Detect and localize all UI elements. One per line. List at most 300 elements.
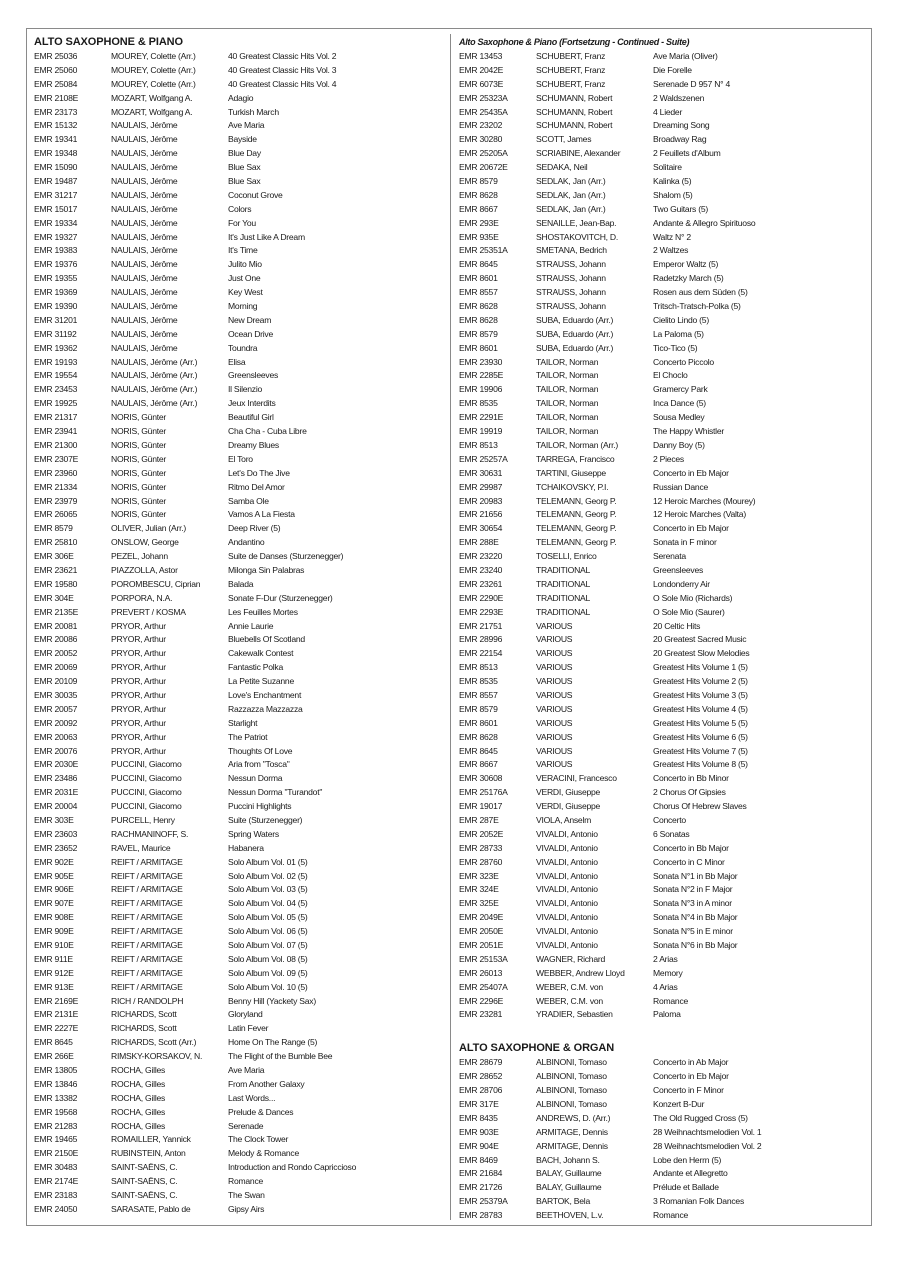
catalog-entry: [459, 772, 867, 786]
composer: YRADIER, Sebastien: [536, 1009, 613, 1020]
composer: PRYOR, Arthur: [111, 648, 166, 659]
title: The Swan: [228, 1190, 265, 1201]
catalog-entry: [34, 633, 444, 647]
catalog-entry: [34, 1064, 444, 1078]
composer: ROMAILLER, Yannick: [111, 1134, 191, 1145]
catalog-entry: [459, 550, 867, 564]
catalog-number: EMR 8645: [34, 1037, 73, 1048]
title: Solo Album Vol. 07 (5): [228, 940, 308, 950]
catalog-entry: [459, 953, 867, 967]
title: Bayside: [228, 134, 257, 145]
catalog-number: EMR 25351A: [459, 245, 508, 256]
catalog-entry: [459, 758, 867, 772]
catalog-entry: [459, 1112, 867, 1126]
title: Andante et Allegretto: [653, 1168, 728, 1179]
catalog-number: EMR 21334: [34, 481, 78, 492]
catalog-number: EMR 20081: [34, 620, 78, 631]
catalog-entry: [459, 425, 867, 439]
catalog-number: EMR 911E: [34, 953, 73, 964]
catalog-number: EMR 2031E: [34, 787, 79, 798]
composer: RUBINSTEIN, Anton: [111, 1148, 186, 1159]
composer: RICHARDS, Scott: [111, 1023, 177, 1034]
composer: VARIOUS: [536, 703, 573, 714]
composer: VARIOUS: [536, 620, 573, 631]
composer: ALBINONI, Tomaso: [536, 1085, 607, 1096]
catalog-entry: [34, 106, 444, 120]
composer: PRYOR, Arthur: [111, 620, 166, 631]
title: O Sole Mio (Saurer): [653, 606, 725, 617]
catalog-number: EMR 30280: [459, 134, 503, 145]
catalog-entry: [459, 439, 867, 453]
title: Last Words...: [228, 1092, 276, 1103]
title: 12 Heroic Marches (Mourey): [653, 495, 756, 506]
catalog-number: EMR 19580: [34, 578, 78, 589]
title: Samba Ole: [228, 495, 269, 506]
catalog-entry: [459, 1154, 867, 1168]
catalog-number: EMR 15017: [34, 203, 78, 214]
catalog-number: EMR 2293E: [459, 606, 504, 617]
title: The Flight of the Bumble Bee: [228, 1051, 333, 1062]
catalog-entry: [459, 592, 867, 606]
catalog-entry: [459, 1195, 867, 1209]
catalog-entry: [34, 911, 444, 925]
catalog-number: EMR 13382: [34, 1092, 78, 1103]
catalog-number: EMR 23941: [34, 426, 78, 437]
title: 2 Waldszenen: [653, 92, 705, 103]
composer: SHOSTAKOVITCH, D.: [536, 231, 619, 242]
title: Greensleeves: [228, 370, 279, 381]
catalog-entry: [459, 786, 867, 800]
catalog-entry: [34, 481, 444, 495]
catalog-entry: [459, 647, 867, 661]
catalog-entry: [459, 467, 867, 481]
title: Key West: [228, 287, 263, 298]
title: Chorus Of Hebrew Slaves: [653, 801, 747, 812]
title: Thoughts Of Love: [228, 745, 293, 756]
composer: ALBINONI, Tomaso: [536, 1099, 607, 1110]
composer: ALBINONI, Tomaso: [536, 1057, 607, 1068]
title: Andante & Allegro Spirituoso: [653, 217, 756, 228]
title: Sonata N°2 in F Major: [653, 884, 733, 895]
catalog-number: EMR 8601: [459, 342, 498, 353]
composer: NORIS, Günter: [111, 439, 167, 450]
catalog-number: EMR 28996: [459, 634, 503, 645]
catalog-number: EMR 25435A: [459, 106, 508, 117]
title: Introduction and Rondo Capriccioso: [228, 1162, 357, 1173]
title: Colors: [228, 203, 252, 214]
catalog-entry: [34, 856, 444, 870]
catalog-entry: [34, 1022, 444, 1036]
catalog-number: EMR 8601: [459, 273, 498, 284]
catalog-number: EMR 303E: [34, 814, 74, 825]
catalog-number: EMR 19193: [34, 356, 78, 367]
catalog-number: EMR 19334: [34, 217, 78, 228]
composer: VARIOUS: [536, 689, 573, 700]
composer: BALAY, Guillaume: [536, 1182, 602, 1193]
catalog-number: EMR 23183: [34, 1190, 78, 1201]
catalog-entry: [459, 842, 867, 856]
catalog-number: EMR 23621: [34, 564, 78, 575]
composer: VERDI, Giuseppe: [536, 787, 601, 798]
title: Toundra: [228, 342, 258, 353]
catalog-number: EMR 25060: [34, 64, 78, 75]
composer: VIVALDI, Antonio: [536, 926, 598, 937]
catalog-entry: [459, 106, 867, 120]
composer: NAULAIS, Jérôme: [111, 231, 178, 242]
composer: REIFT / ARMITAGE: [111, 870, 183, 881]
composer: RIMSKY-KORSAKOV, N.: [111, 1051, 203, 1062]
composer: NORIS, Günter: [111, 412, 167, 423]
title: Solo Album Vol. 03 (5): [228, 884, 308, 895]
catalog-number: EMR 30654: [459, 523, 503, 534]
composer: SEDAKA, Neil: [536, 162, 588, 173]
title: 2 Arias: [653, 953, 678, 964]
catalog-entry: [459, 50, 867, 64]
catalog-number: EMR 23486: [34, 773, 78, 784]
title: Let's Do The Jive: [228, 467, 290, 478]
title: Shalom (5): [653, 189, 693, 200]
catalog-number: EMR 25153A: [459, 953, 508, 964]
catalog-entry: [34, 620, 444, 634]
title: Solo Album Vol. 06 (5): [228, 926, 308, 937]
composer: PUCCINI, Giacomo: [111, 773, 182, 784]
title: Dreaming Song: [653, 120, 710, 131]
catalog-entry: [459, 967, 867, 981]
title: Melody & Romance: [228, 1148, 299, 1159]
catalog-entry: [459, 578, 867, 592]
composer: TRADITIONAL: [536, 592, 591, 603]
catalog-number: EMR 28679: [459, 1057, 503, 1068]
title: Solo Album Vol. 01 (5): [228, 856, 308, 867]
title: Solitaire: [653, 162, 682, 173]
composer: NORIS, Günter: [111, 467, 167, 478]
title: Romance: [228, 1176, 264, 1187]
catalog-entry: [459, 1008, 867, 1022]
title: Sonata N°6 in Bb Major: [653, 940, 738, 950]
title: Deep River (5): [228, 523, 281, 534]
catalog-number: EMR 28783: [459, 1210, 503, 1221]
title: El Choclo: [653, 370, 688, 381]
catalog-entry: [34, 870, 444, 884]
composer: SEDLAK, Jan (Arr.): [536, 203, 606, 214]
composer: NAULAIS, Jérôme: [111, 176, 178, 187]
title: Dreamy Blues: [228, 439, 279, 450]
catalog-entry: [34, 717, 444, 731]
title: The Old Rugged Cross (5): [653, 1112, 748, 1123]
catalog-number: EMR 902E: [34, 856, 74, 867]
title: Tritsch-Tratsch-Polka (5): [653, 301, 741, 312]
title: Benny Hill (Yackety Sax): [228, 995, 316, 1006]
composer: VARIOUS: [536, 634, 573, 645]
catalog-number: EMR 30631: [459, 467, 503, 478]
catalog-number: EMR 2307E: [34, 453, 79, 464]
catalog-number: EMR 20063: [34, 731, 78, 742]
catalog-entry: [34, 1161, 444, 1175]
title: Nessun Dorma: [228, 773, 283, 784]
title: Serenade: [228, 1120, 264, 1131]
title: Sonata in F minor: [653, 537, 717, 548]
composer: SCHUBERT, Franz: [536, 64, 606, 75]
composer: SAINT-SAËNS, C.: [111, 1162, 178, 1173]
catalog-entry: [459, 745, 867, 759]
catalog-number: EMR 324E: [459, 884, 499, 895]
composer: REIFT / ARMITAGE: [111, 940, 183, 950]
title: Solo Album Vol. 02 (5): [228, 870, 308, 881]
catalog-number: EMR 29987: [459, 481, 503, 492]
catalog-number: EMR 909E: [34, 926, 74, 937]
catalog-number: EMR 19919: [459, 426, 503, 437]
composer: SCHUBERT, Franz: [536, 78, 606, 89]
title: Greatest Hits Volume 4 (5): [653, 703, 748, 714]
catalog-number: EMR 2052E: [459, 828, 504, 839]
composer: TELEMANN, Georg P.: [536, 523, 617, 534]
catalog-entry: [34, 1175, 444, 1189]
right-column: [459, 34, 867, 1223]
composer: PRYOR, Arthur: [111, 634, 166, 645]
catalog-number: EMR 288E: [459, 537, 499, 548]
catalog-entry: [34, 244, 444, 258]
catalog-number: EMR 906E: [34, 884, 74, 895]
catalog-number: EMR 28733: [459, 842, 503, 853]
catalog-entry: [459, 897, 867, 911]
catalog-number: EMR 912E: [34, 967, 74, 978]
catalog-entry: [34, 495, 444, 509]
title: Greatest Hits Volume 2 (5): [653, 676, 748, 687]
title: Just One: [228, 273, 261, 284]
catalog-entry: [34, 356, 444, 370]
catalog-entry: [459, 78, 867, 92]
catalog-number: EMR 23960: [34, 467, 78, 478]
catalog-number: EMR 6073E: [459, 78, 504, 89]
catalog-entry: [459, 1098, 867, 1112]
catalog-entry: [34, 1189, 444, 1203]
catalog-number: EMR 26013: [459, 967, 503, 978]
catalog-number: EMR 21283: [34, 1120, 78, 1131]
catalog-entry: [459, 203, 867, 217]
catalog-entry: [459, 1056, 867, 1070]
catalog-entry: [34, 689, 444, 703]
title: El Toro: [228, 453, 253, 464]
title: Greatest Hits Volume 3 (5): [653, 689, 748, 700]
composer: TAILOR, Norman: [536, 370, 599, 381]
catalog-entry: [34, 1050, 444, 1064]
catalog-number: EMR 287E: [459, 814, 499, 825]
composer: ANDREWS, D. (Arr.): [536, 1112, 611, 1123]
catalog-entry: [34, 1120, 444, 1134]
composer: SAINT-SAËNS, C.: [111, 1190, 178, 1201]
catalog-entry: [34, 383, 444, 397]
catalog-number: EMR 8579: [459, 703, 498, 714]
catalog-number: EMR 19362: [34, 342, 78, 353]
catalog-entry: [459, 661, 867, 675]
title: Concerto in Bb Minor: [653, 773, 729, 784]
catalog-entry: [34, 1036, 444, 1050]
catalog-entry: [459, 258, 867, 272]
composer: MOUREY, Colette (Arr.): [111, 51, 196, 61]
catalog-number: EMR 8645: [459, 259, 498, 270]
catalog-number: EMR 2290E: [459, 592, 504, 603]
composer: VARIOUS: [536, 676, 573, 687]
catalog-entry: [34, 78, 444, 92]
composer: SCRIABINE, Alexander: [536, 148, 621, 159]
composer: ROCHA, Gilles: [111, 1078, 166, 1089]
catalog-number: EMR 2042E: [459, 64, 504, 75]
catalog-number: EMR 25257A: [459, 453, 508, 464]
catalog-entry: [459, 342, 867, 356]
title: Greatest Hits Volume 5 (5): [653, 717, 748, 728]
title: Adagio: [228, 92, 254, 103]
catalog-entry: [34, 772, 444, 786]
title: Emperor Waltz (5): [653, 259, 719, 270]
title: Suite (Sturzenegger): [228, 814, 303, 825]
catalog-number: EMR 2049E: [459, 912, 504, 923]
title: Starlight: [228, 717, 258, 728]
composer: RAVEL, Maurice: [111, 842, 171, 853]
catalog-number: EMR 19390: [34, 301, 78, 312]
catalog-entry: [34, 300, 444, 314]
catalog-entry: [459, 481, 867, 495]
title: Sonata N°5 in E minor: [653, 926, 733, 937]
catalog-entry: [459, 495, 867, 509]
title: Sousa Medley: [653, 412, 705, 423]
title: Konzert B-Dur: [653, 1099, 705, 1110]
composer: ROCHA, Gilles: [111, 1106, 166, 1117]
catalog-number: EMR 8645: [459, 745, 498, 756]
catalog-entry: [34, 939, 444, 953]
catalog-number: EMR 2108E: [34, 92, 79, 103]
catalog-entry: [34, 217, 444, 231]
catalog-number: EMR 20069: [34, 662, 78, 673]
title: Serenade D 957 N° 4: [653, 78, 731, 89]
catalog-entry: [459, 508, 867, 522]
catalog-entry: [459, 383, 867, 397]
title: Razzazza Mazzazza: [228, 703, 303, 714]
catalog-entry: [459, 119, 867, 133]
catalog-number: EMR 28760: [459, 856, 503, 867]
catalog-number: EMR 2169E: [34, 995, 79, 1006]
catalog-entry: [459, 175, 867, 189]
title: Radetzky March (5): [653, 273, 724, 284]
composer: MOUREY, Colette (Arr.): [111, 64, 196, 75]
catalog-number: EMR 8557: [459, 689, 498, 700]
title: 6 Sonatas: [653, 828, 690, 839]
catalog-entry: [34, 981, 444, 995]
composer: SUBA, Eduardo (Arr.): [536, 342, 614, 353]
catalog-entry: [34, 397, 444, 411]
composer: MOZART, Wolfgang A.: [111, 106, 193, 117]
composer: NAULAIS, Jérôme (Arr.): [111, 370, 198, 381]
title: Sonate F-Dur (Sturzenegger): [228, 592, 333, 603]
composer: NAULAIS, Jérôme (Arr.): [111, 384, 198, 395]
catalog-entry: [34, 661, 444, 675]
catalog-entry: [34, 745, 444, 759]
catalog-entry: [34, 883, 444, 897]
catalog-entry: [34, 453, 444, 467]
composer: ROCHA, Gilles: [111, 1065, 166, 1076]
title: Solo Album Vol. 09 (5): [228, 967, 308, 978]
composer: PREVERT / KOSMA: [111, 606, 186, 617]
catalog-number: EMR 23240: [459, 564, 503, 575]
composer: NORIS, Günter: [111, 426, 167, 437]
title: Romance: [653, 1210, 689, 1221]
catalog-entry: [459, 147, 867, 161]
catalog-entry: [34, 508, 444, 522]
composer: PRYOR, Arthur: [111, 662, 166, 673]
title: 40 Greatest Classic Hits Vol. 4: [228, 78, 337, 89]
catalog-entry: [459, 675, 867, 689]
catalog-number: EMR 913E: [34, 981, 74, 992]
catalog-entry: [459, 231, 867, 245]
composer: VIVALDI, Antonio: [536, 912, 598, 923]
catalog-number: EMR 8628: [459, 731, 498, 742]
title: Concerto in Eb Major: [653, 1071, 729, 1082]
title: Danny Boy (5): [653, 439, 705, 450]
section-title-continued: Alto Saxophone & Piano (Fortsetzung - Continued - Suite): [459, 37, 690, 47]
composer: PUCCINI, Giacomo: [111, 787, 182, 798]
catalog-number: EMR 20109: [34, 676, 78, 687]
catalog-number: EMR 323E: [459, 870, 499, 881]
composer: PRYOR, Arthur: [111, 745, 166, 756]
catalog-entry: [34, 50, 444, 64]
composer: NAULAIS, Jérôme: [111, 314, 178, 325]
catalog-entry: [34, 1147, 444, 1161]
title: 2 Waltzes: [653, 245, 689, 256]
composer: VIOLA, Anselm: [536, 814, 592, 825]
title: 4 Lieder: [653, 106, 683, 117]
catalog-entry: [34, 467, 444, 481]
composer: VARIOUS: [536, 731, 573, 742]
catalog-number: EMR 21317: [34, 412, 78, 423]
catalog-number: EMR 907E: [34, 898, 74, 909]
title: Nessun Dorma "Turandot": [228, 787, 323, 798]
catalog-number: EMR 8667: [459, 759, 498, 770]
catalog-number: EMR 21656: [459, 509, 503, 520]
catalog-entry: [459, 689, 867, 703]
title: Blue Sax: [228, 176, 261, 187]
title: Ocean Drive: [228, 328, 274, 339]
title: Suite de Danses (Sturzenegger): [228, 551, 344, 562]
title: Aria from "Tosca": [228, 759, 290, 770]
catalog-number: EMR 2050E: [459, 926, 504, 937]
composer: VIVALDI, Antonio: [536, 898, 598, 909]
catalog-entry: [34, 342, 444, 356]
catalog-entry: [34, 272, 444, 286]
title: 2 Chorus Of Gipsies: [653, 787, 726, 798]
catalog-entry: [34, 536, 444, 550]
catalog-number: EMR 2227E: [34, 1023, 79, 1034]
composer: NAULAIS, Jérôme: [111, 245, 178, 256]
catalog-number: EMR 293E: [459, 217, 499, 228]
composer: TELEMANN, Georg P.: [536, 509, 617, 520]
catalog-number: EMR 19487: [34, 176, 78, 187]
catalog-number: EMR 31217: [34, 189, 78, 200]
catalog-entry: [459, 300, 867, 314]
catalog-number: EMR 25810: [34, 537, 78, 548]
title: Paloma: [653, 1009, 681, 1020]
catalog-entry: [459, 244, 867, 258]
composer: REIFT / ARMITAGE: [111, 981, 183, 992]
title: Prélude et Ballade: [653, 1182, 719, 1193]
catalog-entry: [459, 717, 867, 731]
catalog-number: EMR 20052: [34, 648, 78, 659]
title: Spring Waters: [228, 828, 279, 839]
left-column: [34, 34, 444, 1217]
composer: NAULAIS, Jérôme (Arr.): [111, 398, 198, 409]
catalog-entry: [459, 1140, 867, 1154]
title: Memory: [653, 967, 683, 978]
catalog-number: EMR 24050: [34, 1203, 78, 1214]
title: Sonata N°1 in Bb Major: [653, 870, 738, 881]
